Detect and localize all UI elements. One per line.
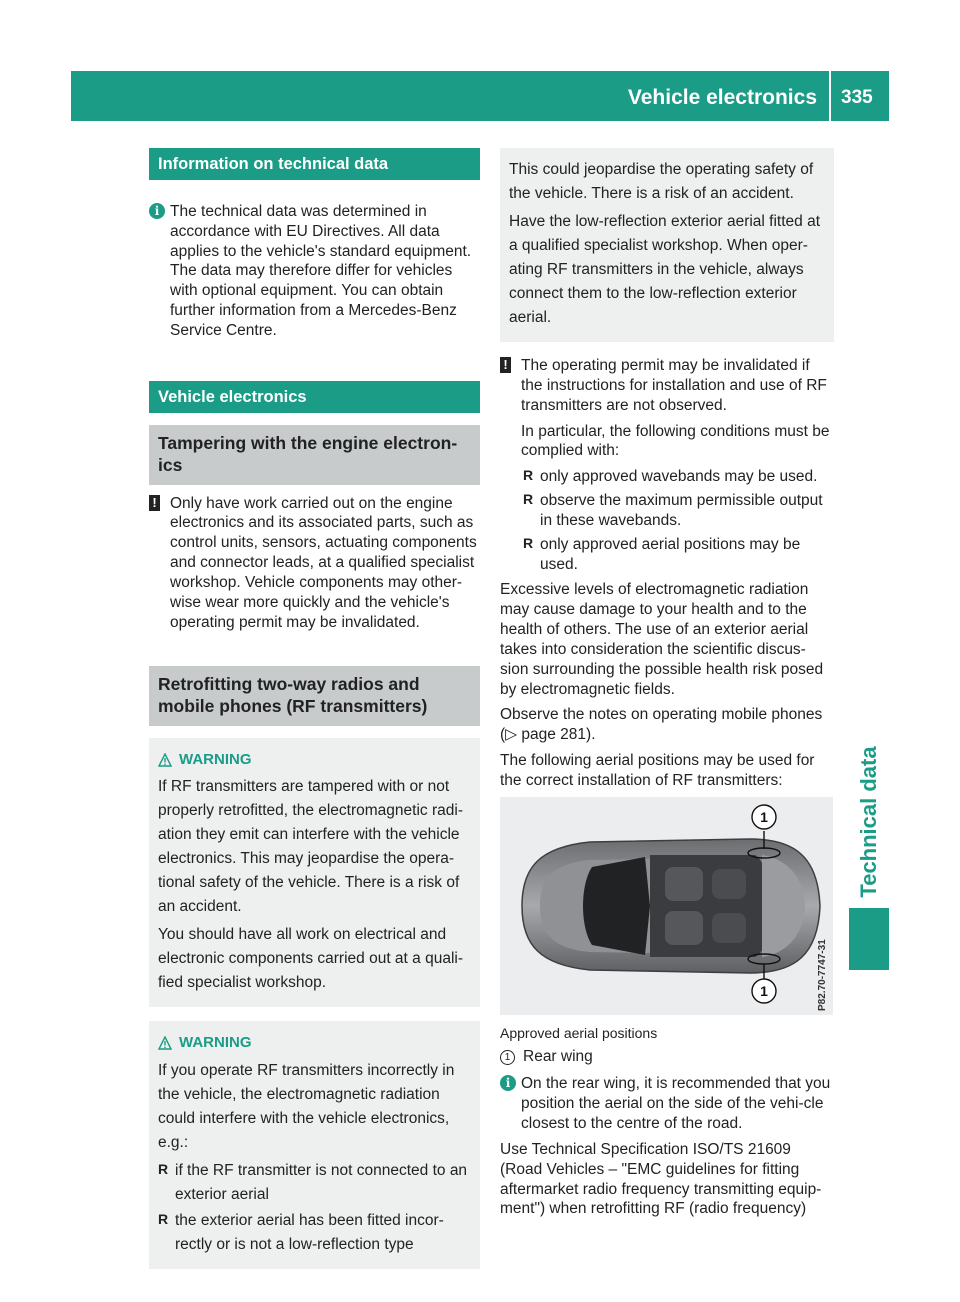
heading-vehicle-electronics: Vehicle electronics (149, 381, 480, 413)
page-number: 335 (841, 87, 873, 108)
legend-item (500, 1047, 834, 1067)
left-column (149, 148, 480, 1269)
warning-label: WARNING (179, 1034, 252, 1052)
list-item: R observe the maximum permissible output in these wavebands. (523, 491, 834, 531)
legend-label: Rear wing (523, 1047, 593, 1065)
image-caption: Approved aerial positions (500, 1024, 658, 1041)
warning-triangle-icon (158, 753, 172, 767)
aerial-marker-bottom: 1 (760, 982, 768, 999)
header-title: Vehicle electronics (627, 86, 817, 109)
list-item: R only approved wavebands may be used. (523, 467, 834, 487)
box-text: This could jeopardise the operating safety of the vehicle. There is a risk of an accident. (509, 161, 814, 203)
warning-text: If you operate RF transmitters incorrectly in the vehicle, the electromagnetic radiation could interfere with the vehicle electronics, e.g.: (158, 1061, 455, 1151)
header-divider (829, 71, 831, 121)
side-tab-label: Technical data (855, 746, 881, 898)
info-icon: i (500, 1075, 516, 1091)
heading-tampering: Tampering with the engine electron-ics (149, 425, 480, 485)
permit-bullet-list (523, 467, 834, 574)
image-code: P82.70-7747-31 (817, 938, 828, 1011)
aerial-marker-top: 1 (760, 808, 768, 825)
warning-heading (158, 748, 471, 771)
list-item: R the exterior aerial has been fitted incor-rectly or is not a low-reflection type (158, 1209, 471, 1257)
warning-continuation-box (500, 148, 834, 342)
body-paragraph: Excessive levels of electromagnetic radiation may cause damage to your health and to the health of others. The use of an exterior aerial takes into consideration the scientific discus-sion surrounding the possible health risk posed by electromagnetic fields. (500, 581, 824, 698)
warning-label: WARNING (179, 751, 252, 769)
warning-note-permit (500, 356, 834, 574)
warning-text: If RF transmitters are tampered with or not properly retrofitted, the electromagnetic radi-ation they emit can interfere with the vehicle electronics. This may jeopardise the opera-tional safety of the vehicle. There is a risk of an accident. (158, 778, 463, 916)
page-header (71, 71, 889, 121)
permit-text: The operating permit may be invalidated if the instructions for installation and use of RF transmitters are not observed. (521, 357, 827, 414)
box-text: Have the low-reflection exterior aerial fitted at a qualified specialist workshop. When oper-ating RF transmitters in the vehicle, always connect them to the low-reflection exterior aerial. (509, 213, 821, 327)
warning-triangle-icon (158, 1036, 172, 1050)
info-note-technical-data (149, 202, 480, 341)
warning-heading (158, 1031, 471, 1054)
tampering-note-text: Only have work carried out on the engine electronics and its associated parts, such as control units, sensors, actuating components and connector leads, at a qualified specialist workshop. Vehicle components may other-wise wear more quickly and the vehicle's operating permit may be invalidated. (170, 494, 477, 631)
heading-technical-data: Information on technical data (149, 148, 480, 180)
body-paragraph: Observe the notes on operating mobile phones (▷ page 281). (500, 706, 823, 744)
list-item: R if the RF transmitter is not connected to an exterior aerial (158, 1159, 471, 1207)
heading-retrofitting: Retrofitting two-way radios and mobile phones (RF transmitters) (149, 666, 480, 726)
car-aerial-positions-image (500, 797, 833, 1015)
body-paragraph: Use Technical Specification ISO/TS 21609 (Road Vehicles – "EMC guidelines for fitting aftermarket radio frequency transmitting equip-ment") when retrofitting RF (radio frequency) (500, 1140, 822, 1218)
info-note-text: On the rear wing, it is recommended that you position the aerial on the side of the vehi-cle closest to the centre of the road. (521, 1075, 831, 1133)
warning-box-1 (149, 738, 480, 1007)
car-top-view-illustration (500, 797, 833, 1015)
exclamation-icon: ! (149, 495, 160, 511)
exclamation-icon: ! (500, 357, 511, 373)
warning-note-tampering (149, 494, 480, 633)
info-note-text: The technical data was determined in accordance with EU Directives. All data applies to the vehicle's standard equipment. The data may therefore differ for vehicles with optional equipment. You can obtain further information from a Mercedes-Benz Service Centre. (170, 203, 472, 339)
warning-text: You should have all work on electrical and electronic components carried out at a quali-fied specialist workshop. (158, 926, 463, 992)
side-tab (849, 747, 889, 897)
info-icon: i (149, 203, 165, 219)
permit-text: In particular, the following conditions must be complied with: (521, 422, 830, 460)
number-1-icon: 1 (500, 1050, 515, 1065)
info-note-rear-wing (500, 1074, 834, 1133)
side-tab-marker (849, 908, 889, 970)
right-column (500, 148, 834, 1225)
list-item: R only approved aerial positions may be used. (523, 535, 834, 575)
warning-bullet-list (158, 1159, 471, 1257)
warning-box-2 (149, 1021, 480, 1268)
body-paragraph: The following aerial positions may be used for the correct installation of RF transmitters: (500, 752, 815, 789)
